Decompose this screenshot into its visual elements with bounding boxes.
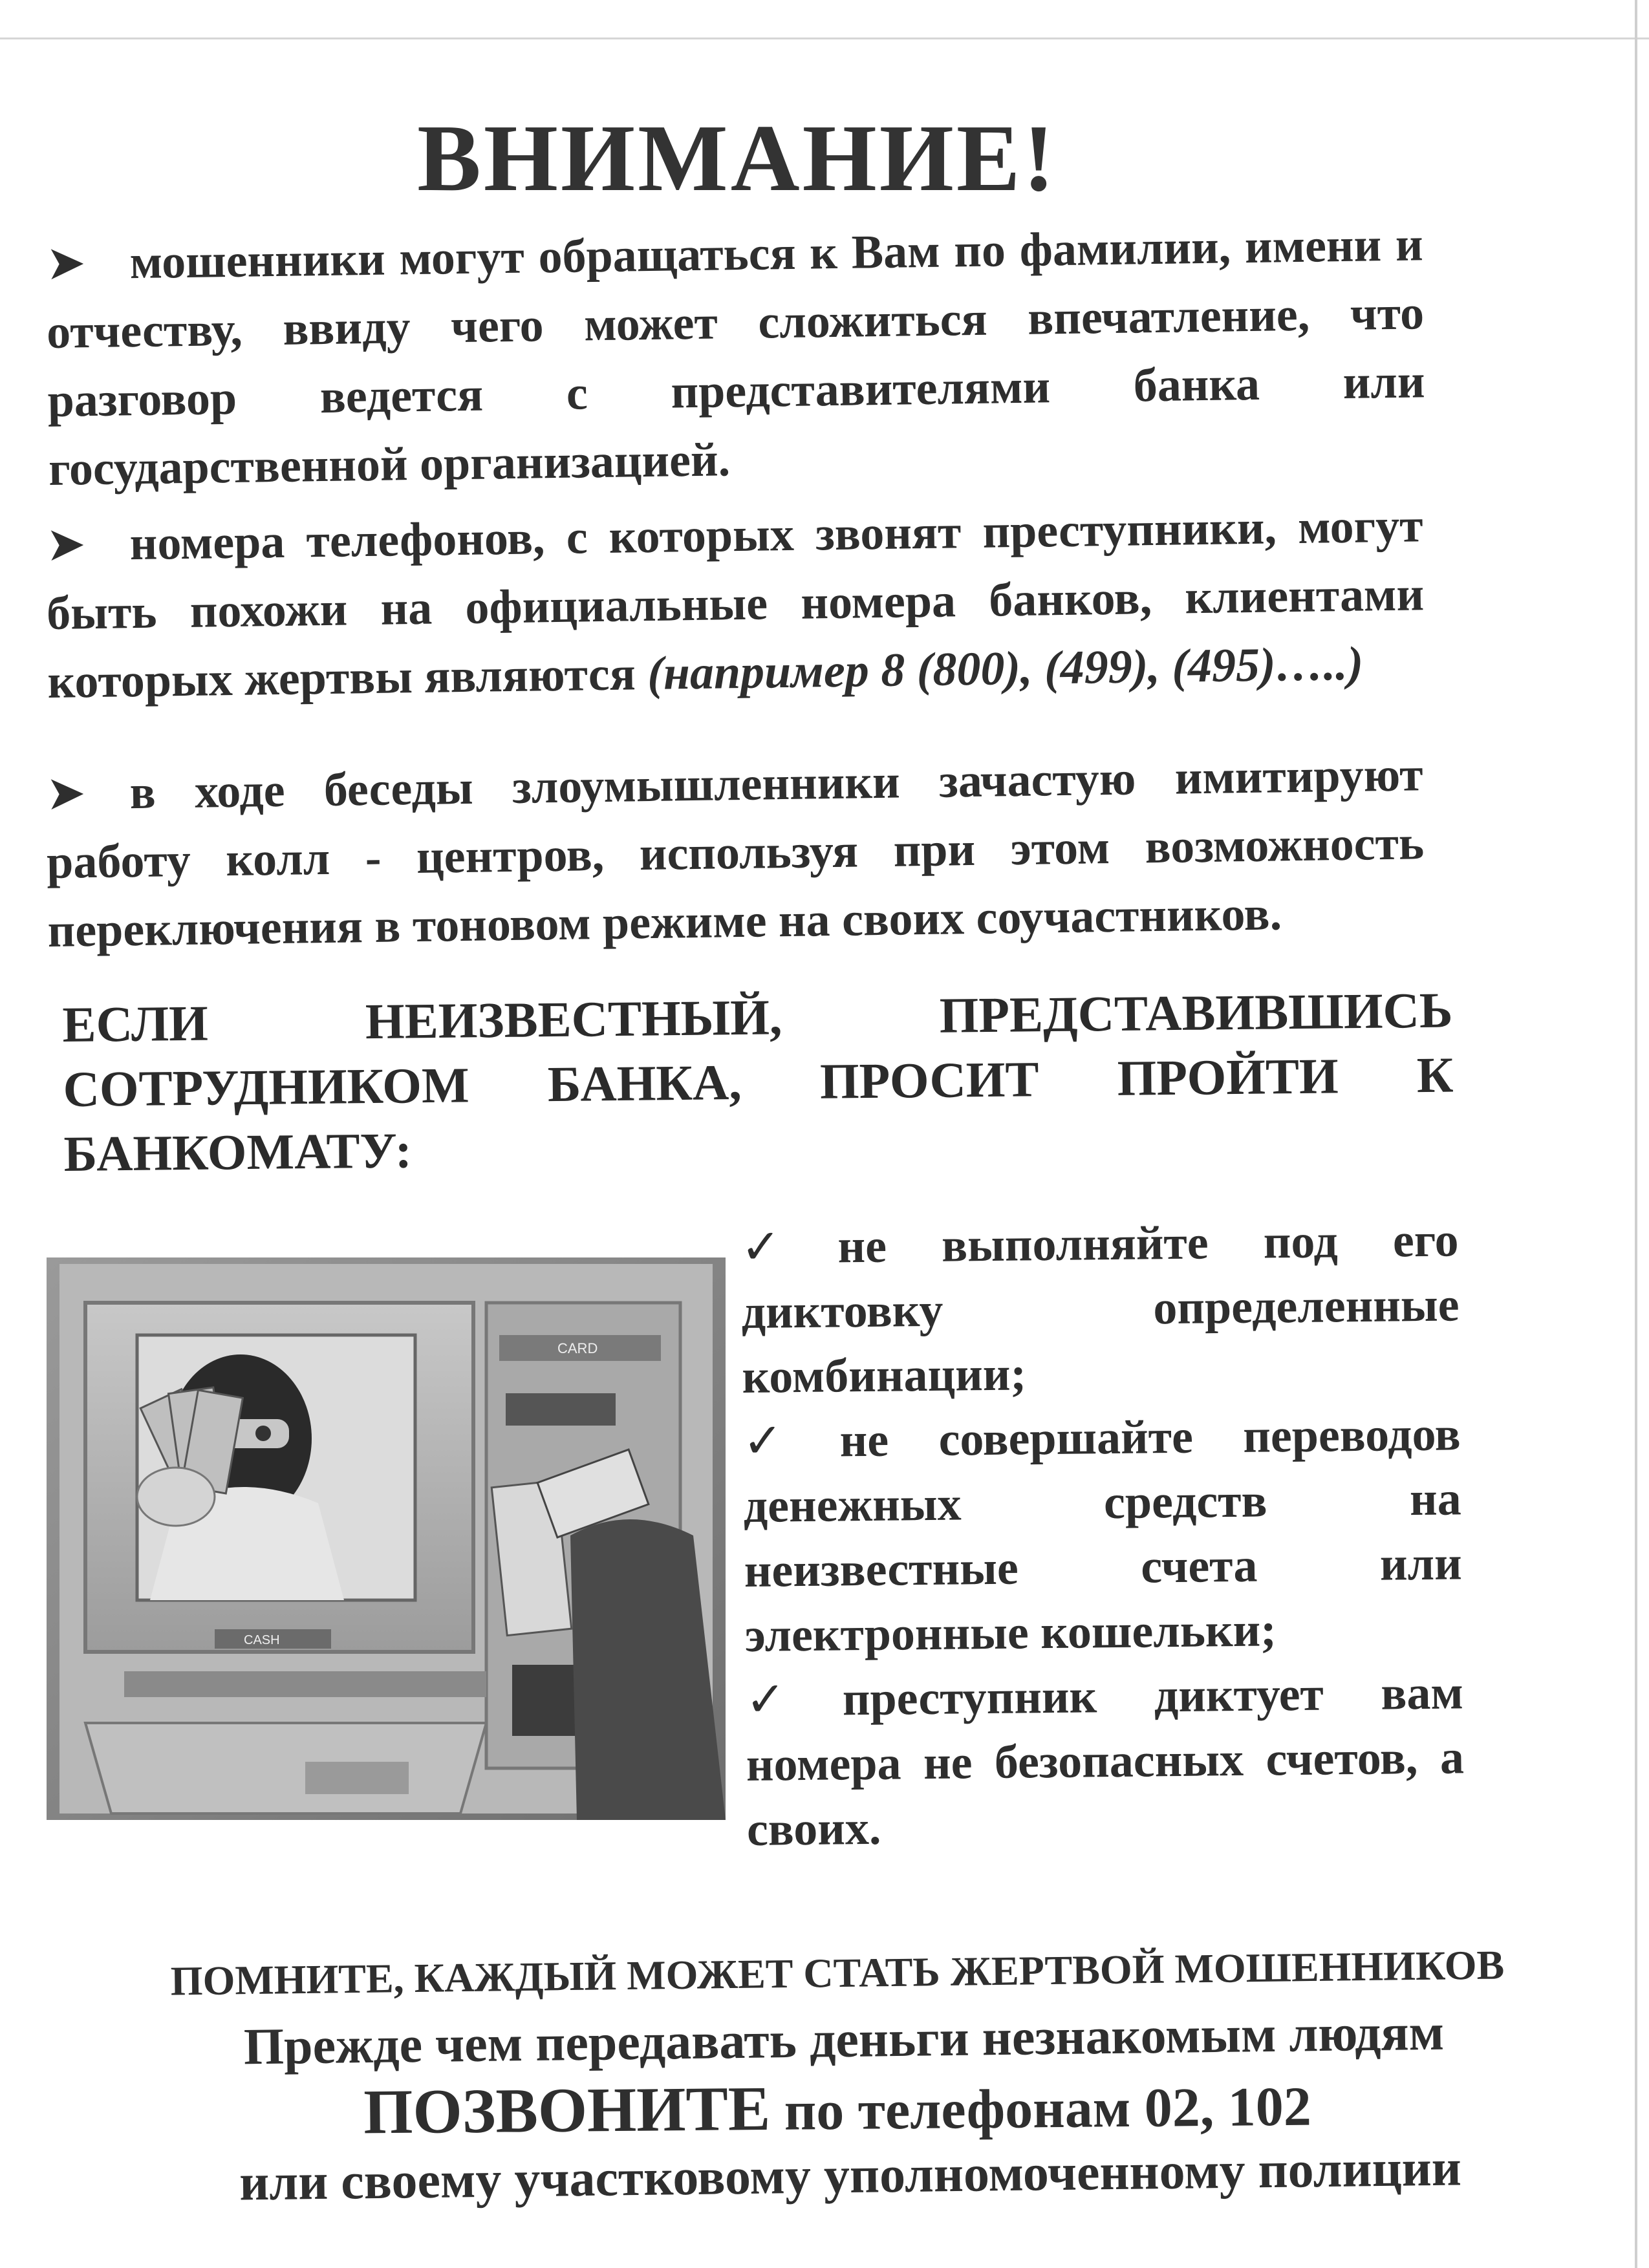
checkmark-icon: ✓ [742, 1415, 784, 1468]
arrow-bullet-icon: ➤ [45, 237, 87, 290]
phone-examples: (например 8 (800), (499), (495)…..) [647, 637, 1364, 701]
bullet-paragraph-3 [45, 740, 1425, 965]
checkmark-icon: ✓ [745, 1673, 786, 1727]
footer-local-officer: или своему участковому уполномоченному полиции [239, 2139, 1462, 2212]
atm-advice-list [740, 1208, 1465, 1862]
bullet-paragraph-1 [45, 210, 1427, 504]
page-title: ВНИМАНИЕ! [417, 105, 1057, 211]
atm-robber-photo [47, 1257, 726, 1820]
paragraph-text: номера телефонов, с которых звонят преступники, могут быть похожи на официальные номера банков, клиентами которых жертвы являются [46, 499, 1425, 709]
footer-call-police [13, 2065, 1649, 2152]
phone-numbers: по телефонам 02, 102 [770, 2075, 1312, 2142]
bullet-paragraph-2 [45, 491, 1425, 716]
arrow-bullet-icon: ➤ [45, 767, 87, 820]
card-label: CARD [557, 1340, 598, 1356]
scan-edge-top [0, 37, 1649, 39]
arrow-bullet-icon: ➤ [45, 518, 87, 572]
advice-item-3: ✓ преступник диктует вам номера не безопасных счетов, а своих. [745, 1666, 1465, 1856]
footer-remember: ПОМНИТЕ, КАЖДЫЙ МОЖЕТ СТАТЬ ЖЕРТВОЙ МОШЕННИКОВ [170, 1942, 1505, 2004]
checkmark-icon: ✓ [740, 1221, 781, 1274]
footer-before-transfer: Прежде чем передавать деньги незнакомым людям [243, 2004, 1445, 2076]
advice-item-2: ✓ не совершайте переводов денежных средств на неизвестные счета или электронные кошельки; [742, 1407, 1463, 1662]
advice-item-1: ✓ не выполняйте под его диктовку определенные комбинации; [740, 1214, 1460, 1404]
paragraph-text: в ходе беседы злоумышленники зачастую имитируют работу колл - центров, используя при этом возможность переключения в тоновом режиме на своих соучастников. [46, 748, 1425, 957]
cash-label: CASH [244, 1633, 280, 1647]
atm-warning-heading: ЕСЛИ НЕИЗВЕСТНЫЙ, ПРЕДСТАВИВШИСЬ СОТРУДНИКОМ БАНКА, ПРОСИТ ПРОЙТИ К БАНКОМАТУ: [62, 981, 1454, 1182]
paragraph-text: мошенники могут обращаться к Вам по фамилии, имени и отчеству, ввиду чего может сложиться впечатление, что разговор ведется с представителями банка или государственной организацией. [46, 218, 1426, 496]
scan-edge-right [1635, 0, 1637, 2268]
call-emphasis: ПОЗВОНИТЕ [363, 2073, 771, 2148]
